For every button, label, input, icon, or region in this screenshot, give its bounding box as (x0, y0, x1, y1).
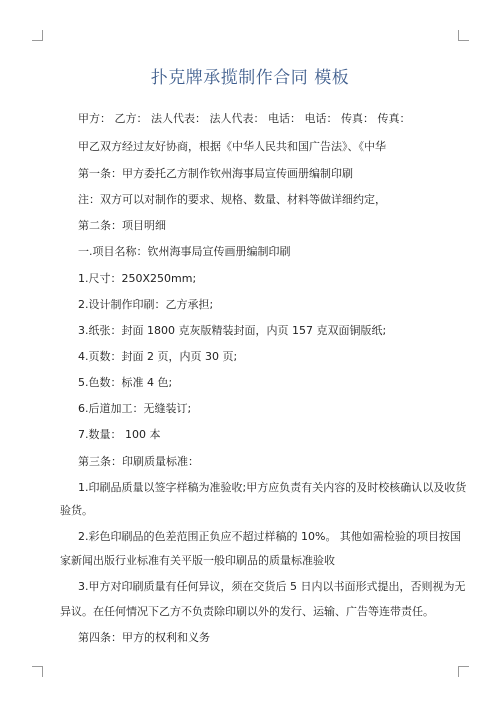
paragraph-line: 2.彩色印刷品的色差范围正负应不超过样稿的 10%。 其他如需检验的项目按国 (78, 530, 461, 543)
item-line: 6.后道加工：无缝装订; (78, 402, 192, 415)
item-line: 一.项目名称：钦州海事局宣传画册编制印刷 (78, 245, 291, 258)
party-info-line: 甲方： 乙方： 法人代表： 法人代表： 电话： 电话： 传真： 传真： (78, 112, 411, 125)
document-title: 扑克牌承揽制作合同 模板 (150, 68, 350, 88)
item-line: 7.数量： 100 本 (78, 428, 161, 441)
article-heading: 第一条：甲方委托乙方制作钦州海事局宣传画册编制印刷 (78, 167, 353, 180)
article-heading: 第三条：印刷质量标准： (78, 455, 199, 468)
crop-mark-bottom-right (458, 666, 469, 677)
paragraph-line: 家新闻出版行业标准有关平版一般印刷品的质量标准验收 (60, 554, 335, 567)
crop-mark-top-left (32, 30, 43, 41)
item-line: 2.设计制作印刷：乙方承担; (78, 298, 214, 311)
item-line: 5.色数：标准 4 色; (78, 376, 173, 389)
paragraph-line: 甲乙双方经过友好协商，根据《中华人民共和国广告法》、《中华 (78, 140, 386, 153)
article-heading: 第二条：项目明细 (78, 219, 166, 232)
crop-mark-top-right (458, 30, 469, 41)
paragraph-line: 异议。在任何情况下乙方不负责除印刷以外的发行、运输、广告等连带责任。 (60, 605, 434, 618)
item-line: 4.页数：封面 2 页，内页 30 页; (78, 350, 238, 363)
article-heading: 第四条：甲方的权利和义务 (78, 631, 210, 644)
paragraph-line: 验货。 (60, 504, 93, 517)
paragraph-line: 3.甲方对印刷质量有任何异议，须在交货后 5 日内以书面形式提出，否则视为无 (78, 580, 466, 593)
crop-mark-bottom-left (32, 666, 43, 677)
note-line: 注：双方可以对制作的要求、规格、数量、材料等做详细约定， (78, 193, 386, 206)
item-line: 3.纸张：封面 1800 克灰版精装封面，内页 157 克双面铜版纸; (78, 324, 387, 337)
paragraph-line: 1.印刷品质量以签字样稿为准验收;甲方应负责有关内容的及时校核确认以及收货 (78, 481, 467, 494)
item-line: 1.尺寸：250X250mm; (78, 272, 197, 285)
